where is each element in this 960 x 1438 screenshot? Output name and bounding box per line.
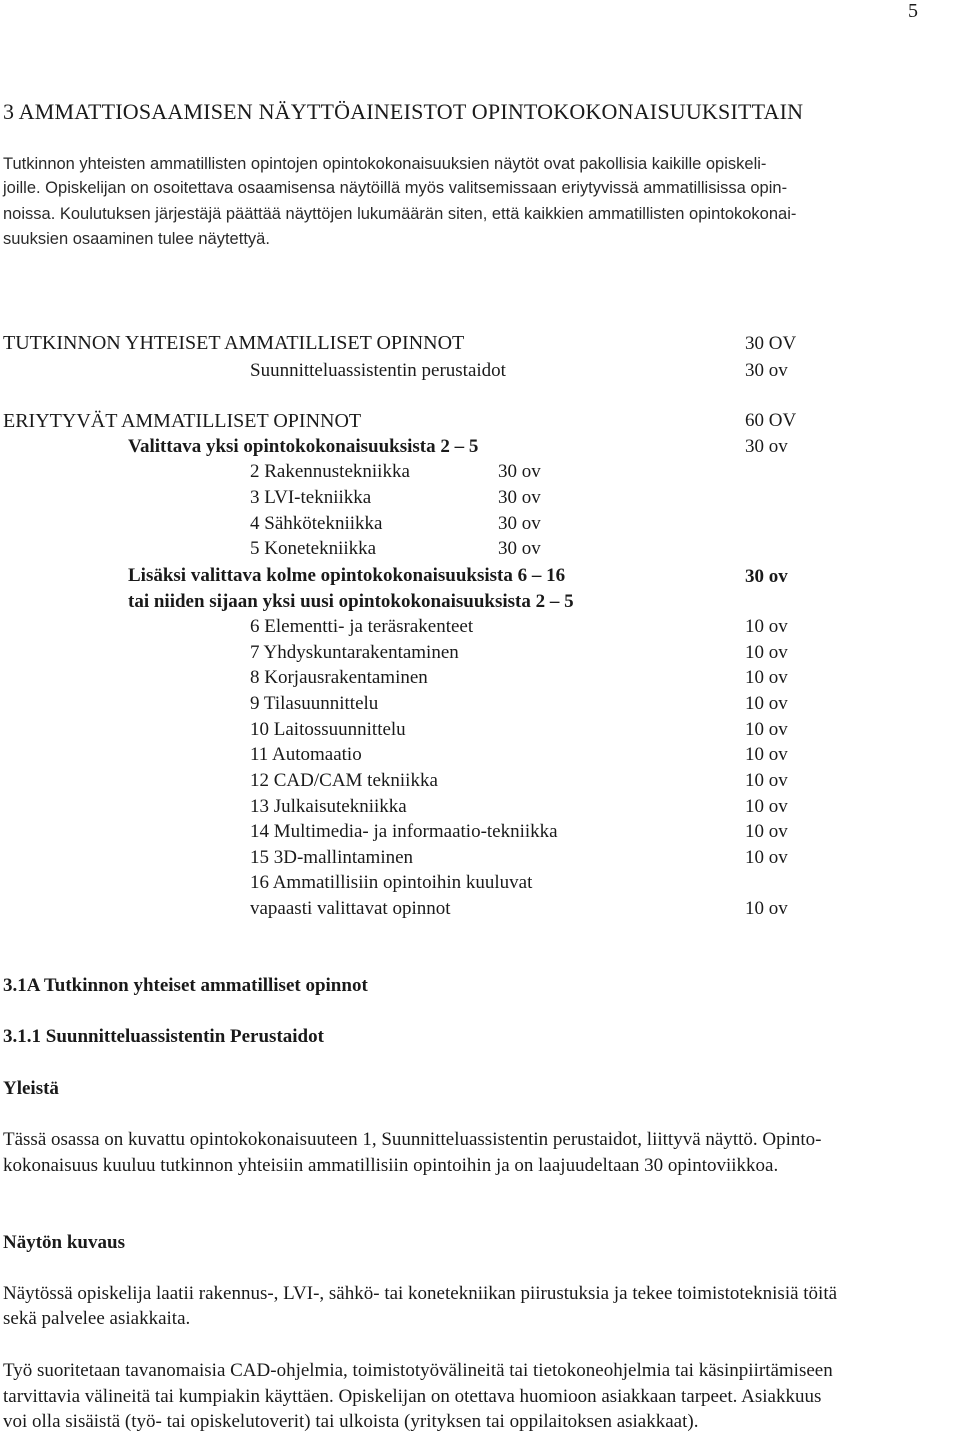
choose-one-heading: Valittava yksi opintokokonaisuuksista 2 – 5 — [128, 436, 479, 457]
paragraph-line: sekä palvelee asiakkaita. — [3, 1308, 191, 1329]
option-ov: 30 ov — [498, 513, 541, 534]
choose-three-heading: Lisäksi valittava kolme opintokokonaisuuksista 6 – 16 — [128, 565, 566, 586]
option-ov: 10 ov — [745, 719, 788, 740]
option-name: 11 Automaatio — [250, 744, 362, 765]
option-name: 6 Elementti- ja teräsrakenteet — [250, 616, 474, 637]
option-name: 4 Sähkötekniikka — [250, 513, 383, 534]
page-number: 5 — [908, 0, 918, 22]
option-ov: 10 ov — [745, 642, 788, 663]
option-ov: 30 ov — [498, 487, 541, 508]
choose-one-ov: 30 ov — [745, 436, 788, 457]
option-name: 10 Laitossuunnittelu — [250, 719, 406, 740]
option-name: 8 Korjausrakentaminen — [250, 667, 428, 688]
option-name: 15 3D-mallintaminen — [250, 847, 414, 868]
option-name: 9 Tilasuunnittelu — [250, 693, 379, 714]
option-ov: 10 ov — [745, 667, 788, 688]
paragraph-line: voi olla sisäistä (työ- tai opiskelutoverit) tai ulkoista (yrityksen tai oppilaitoksen asiakkaat). — [3, 1411, 699, 1432]
choose-three-heading: tai niiden sijaan yksi uusi opintokokonaisuuksista 2 – 5 — [128, 591, 574, 612]
paragraph-line: Näytössä opiskelija laatii rakennus-, LVI-, sähkö- tai konetekniikan piirustuksia ja tekee toimistoteknisiä töitä — [3, 1283, 838, 1304]
option-name: vapaasti valittavat opinnot — [250, 898, 451, 919]
option-ov: 10 ov — [745, 821, 788, 842]
heading-naytton-kuvaus: Näytön kuvaus — [3, 1232, 125, 1253]
heading-yleista: Yleistä — [3, 1078, 59, 1099]
heading-3-1a: 3.1A Tutkinnon yhteiset ammatilliset opinnot — [3, 975, 368, 996]
common-studies-title: TUTKINNON YHTEISET AMMATILLISET OPINNOT — [3, 332, 465, 354]
common-studies-item-ov: 30 ov — [745, 360, 788, 381]
common-studies-item: Suunnitteluassistentin perustaidot — [250, 360, 506, 381]
option-ov: 10 ov — [745, 616, 788, 637]
option-name: 2 Rakennustekniikka — [250, 461, 410, 482]
option-name: 14 Multimedia- ja informaatio-tekniikka — [250, 821, 558, 842]
intro-line: noissa. Koulutuksen järjestäjä päättää näyttöjen lukumäärän siten, että kaikkien ammatillisten opintokokonai- — [3, 205, 797, 223]
intro-line: suuksien osaaminen tulee näytettyä. — [3, 230, 270, 248]
option-ov: 30 ov — [498, 538, 541, 559]
option-ov: 10 ov — [745, 744, 788, 765]
option-ov: 10 ov — [745, 847, 788, 868]
paragraph-line: tarvittavia välineitä tai kumpiakin käyttäen. Opiskelijan on otettava huomioon asiakkaan tarpeet. Asiakkuus — [3, 1386, 822, 1407]
option-name: 16 Ammatillisiin opintoihin kuuluvat — [250, 872, 533, 893]
option-name: 13 Julkaisutekniikka — [250, 796, 407, 817]
differentiating-studies-title: ERIYTYVÄT AMMATILLISET OPINNOT — [3, 410, 362, 432]
option-ov: 10 ov — [745, 770, 788, 791]
section-heading: 3 AMMATTIOSAAMISEN NÄYTTÖAINEISTOT OPINTOKOKONAISUUKSITTAIN — [3, 99, 804, 124]
option-name: 3 LVI-tekniikka — [250, 487, 372, 508]
paragraph-line: kokonaisuus kuuluu tutkinnon yhteisiin ammatillisiin opintoihin ja on laajuudeltaan 30 opintoviikkoa. — [3, 1155, 779, 1176]
option-ov: 10 ov — [745, 898, 788, 919]
intro-line: Tutkinnon yhteisten ammatillisten opintojen opintokokonaisuuksien näytöt ovat pakollisia kaikille opiskeli- — [3, 155, 767, 173]
common-studies-total: 30 OV — [745, 333, 797, 354]
heading-3-1-1: 3.1.1 Suunnitteluassistentin Perustaidot — [3, 1026, 324, 1047]
option-ov: 10 ov — [745, 796, 788, 817]
intro-line: joille. Opiskelijan on osoitettava osaamisensa näytöillä myös valitsemissaan eriytyvissä ammatillisissa opin- — [3, 179, 788, 197]
option-ov: 30 ov — [498, 461, 541, 482]
option-name: 7 Yhdyskuntarakentaminen — [250, 642, 459, 663]
option-name: 5 Konetekniikka — [250, 538, 377, 559]
paragraph-line: Työ suoritetaan tavanomaisia CAD-ohjelmia, toimistotyövälineitä tai tietokoneohjelmia tai käsinpiirtämiseen — [3, 1360, 833, 1381]
differentiating-studies-total: 60 OV — [745, 410, 797, 431]
option-ov: 10 ov — [745, 693, 788, 714]
choose-three-ov: 30 ov — [745, 566, 788, 587]
option-name: 12 CAD/CAM tekniikka — [250, 770, 438, 791]
paragraph-line: Tässä osassa on kuvattu opintokokonaisuuteen 1, Suunnitteluassistentin perustaidot, liittyvä näyttö. Opinto- — [3, 1129, 822, 1150]
